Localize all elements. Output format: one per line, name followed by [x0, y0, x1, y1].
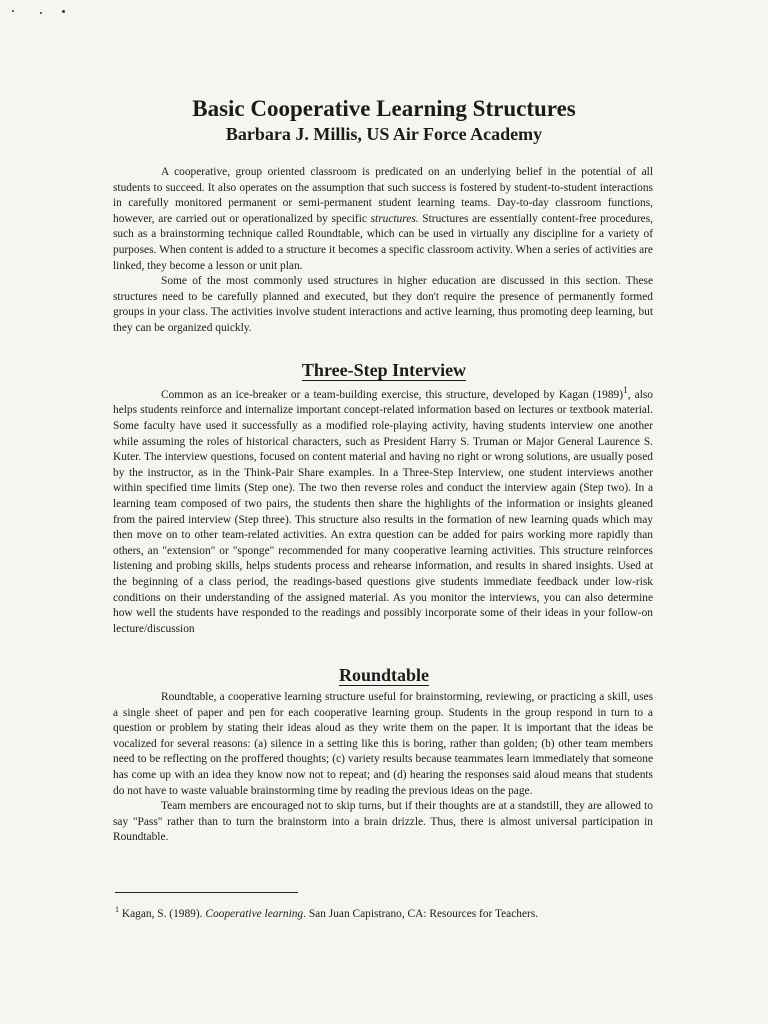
intro-section — [113, 165, 653, 337]
roundtable-paragraph-2: Team members are encouraged not to skip turns, but if their thoughts are at a standstill, they are allowed to say "Pass" rather than to turn the brainstorm into a brain drizzle. Thus, there is almost universal participation in Roundtable. — [113, 800, 653, 844]
intro-paragraph-1 — [113, 165, 653, 274]
footnote-title: Cooperative learning — [205, 907, 304, 920]
roundtable-heading — [0, 664, 768, 686]
footnote-marker: 1 — [115, 905, 119, 914]
three-step-heading — [0, 359, 768, 381]
footnote-divider — [115, 892, 298, 893]
scan-speck — [12, 10, 14, 12]
scan-speck — [40, 12, 42, 14]
footnote-ref: 1 — [623, 386, 628, 396]
scan-speck — [62, 10, 65, 13]
three-step-paragraph — [113, 384, 653, 637]
three-step-text-a: Common as an ice-breaker or a team-building exercise, this structure, developed by Kagan (1989) — [161, 388, 624, 401]
footnote — [115, 902, 675, 922]
three-step-heading-text: Three-Step Interview — [301, 360, 467, 380]
footnote-text-b: . San Juan Capistrano, CA: Resources for Teachers. — [303, 907, 539, 920]
intro-emphasis: structures. — [370, 212, 419, 225]
intro-paragraph-2: Some of the most commonly used structures in higher education are discussed in this section. These structures need to be carefully planned and executed, but they don't require the presence of permanently formed groups in your class. The activities involve student interactions and active learning, thus promoting deep learning, but they can be organized quickly. — [113, 275, 653, 334]
three-step-section — [113, 384, 653, 637]
roundtable-paragraph-1: Roundtable, a cooperative learning structure useful for brainstorming, reviewing, or practicing a skill, uses a single sheet of paper and pen for each cooperative learning group. Students in the group respond in turn to a question or problem by stating their ideas aloud as they write them on the paper. It is important that the ideas be vocalized for several reasons: (a) silence in a setting like this is boring, rather than golden; (b) other team members need to be reflecting on the proffered thoughts; (c) variety results because teammates learn immediately that someone has come up with an idea they know now not to repeat; and (d) hearing the responses said aloud means that students do not have to waste valuable brainstorming time by reading the previous ideas on the page. — [113, 691, 653, 797]
page-title: Basic Cooperative Learning Structures — [192, 96, 576, 121]
roundtable-section — [113, 690, 653, 846]
intro-text-a: A cooperative, group oriented classroom is predicated on an underlying belief in the potential of all students to succeed. It also operates on the assumption that such success is fostered by student-to-student interactions in carefully monitored permanent or semi-permanent student learning teams. Day-to-day classroom functions, however, are carried out or operationalized by specific — [113, 166, 653, 225]
three-step-text-b: , also helps students reinforce and internalize important concept-related information based on lectures or textbook material. Some faculty have used it successfully as a modified role-playing activity, having students interview one another while assuming the roles of historical characters, such as President Harry S. Truman or Major General Laurence S. Kuter. The interview questions, focused on content material and having no right or wrong solutions, are usually posed by the instructor, as in the Think-Pair Share examples. In a Three-Step Interview, one student interviews another within specified time limits (Step one). The two then reverse roles and conduct the interview again (Step two). In a learning team composed of two pairs, the students then share the highlights of the information or insights gleaned from the paired interview (Step three). This structure also results in the formation of new learning quads which may then move on to other team-related activities. An extra question can be added for pairs working more rapidly than others, an "extension" or "sponge" recommended for many cooperative learning activities. This structure reinforces listening and probing skills, helps students process and rehearse information, and results in shared insights. Used at the beginning of a class period, the readings-based questions give students immediate feedback under low-risk conditions on their understanding of the assigned material. As you monitor the interviews, you can also determine how well the students have responded to the readings and possibly incorporate some of their ideas in your follow-on lecture/discussion — [113, 388, 653, 635]
author-line: Barbara J. Millis, US Air Force Academy — [225, 124, 543, 144]
roundtable-heading-text: Roundtable — [338, 665, 430, 685]
intro-text-b: Structures are essentially content-free procedures, such as a brainstorming technique called Roundtable, which can be used in virtually any discipline for a variety of purposes. When content is added to a structure it becomes a specific classroom activity. When a series of activities are linked, they become a lesson or unit plan. — [113, 212, 653, 272]
footnote-text-a: Kagan, S. (1989). — [119, 907, 206, 920]
